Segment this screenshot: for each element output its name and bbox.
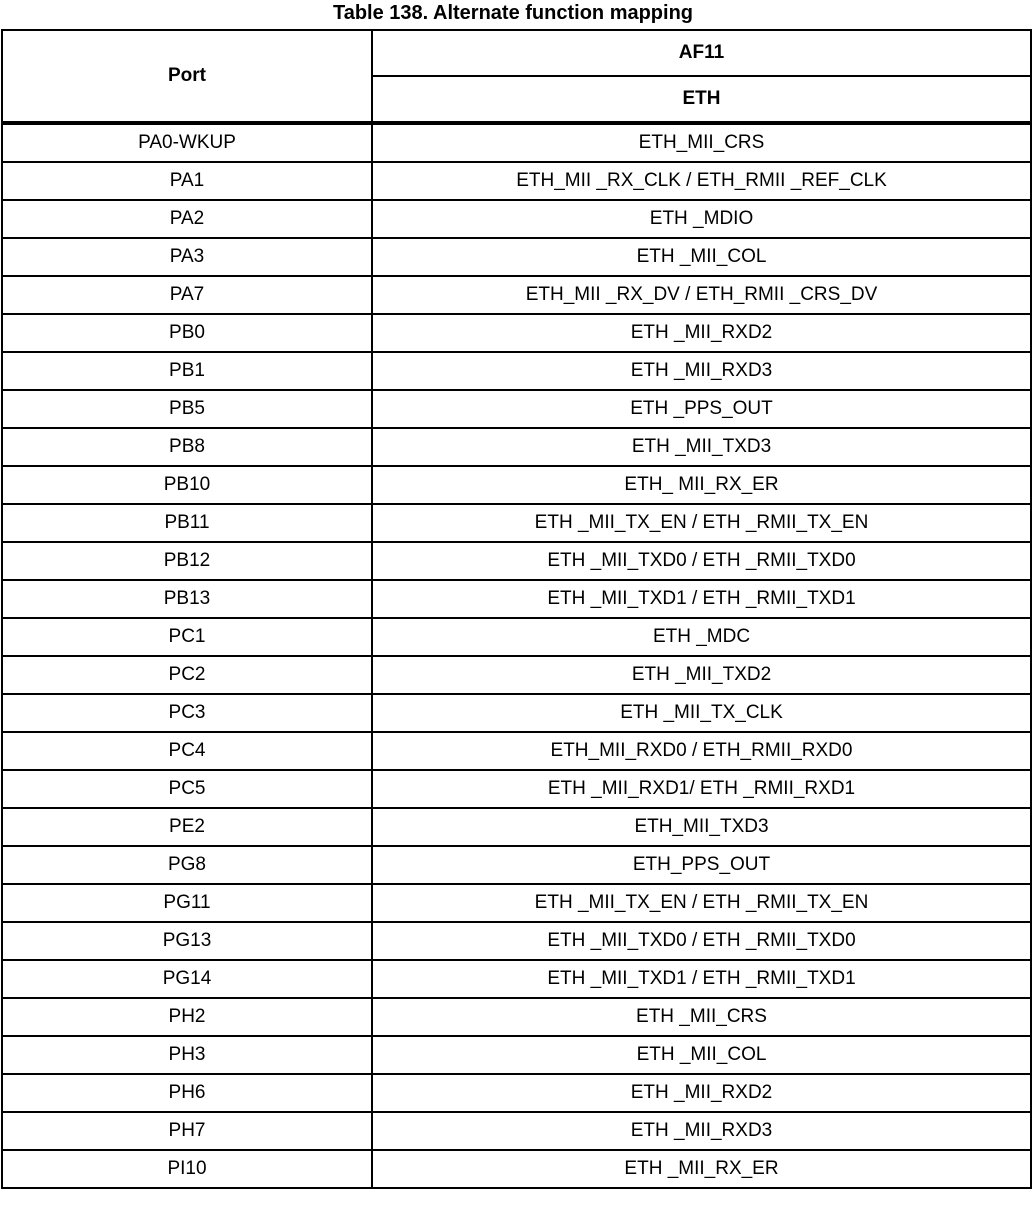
port-cell: PB12 — [2, 542, 372, 580]
function-cell: ETH_MII_TXD3 — [372, 808, 1031, 846]
header-row-af — [2, 30, 1031, 76]
table-row — [2, 466, 1031, 504]
port-cell: PB1 — [2, 352, 372, 390]
port-cell: PC5 — [2, 770, 372, 808]
table-row — [2, 542, 1031, 580]
function-cell: ETH _MII_RXD2 — [372, 314, 1031, 352]
table-row — [2, 390, 1031, 428]
function-cell: ETH _PPS_OUT — [372, 390, 1031, 428]
port-cell: PH3 — [2, 1036, 372, 1074]
table-row — [2, 618, 1031, 656]
port-cell: PG14 — [2, 960, 372, 998]
function-cell: ETH_MII_CRS — [372, 123, 1031, 162]
port-cell: PC4 — [2, 732, 372, 770]
port-cell: PB10 — [2, 466, 372, 504]
table-body — [2, 123, 1031, 1188]
function-cell: ETH_MII_RXD0 / ETH_RMII_RXD0 — [372, 732, 1031, 770]
function-cell: ETH _MII_TX_CLK — [372, 694, 1031, 732]
table-row — [2, 922, 1031, 960]
port-cell: PA0-WKUP — [2, 123, 372, 162]
table-row — [2, 1112, 1031, 1150]
port-cell: PH6 — [2, 1074, 372, 1112]
function-cell: ETH _MII_TXD3 — [372, 428, 1031, 466]
port-cell: PA3 — [2, 238, 372, 276]
port-cell: PC3 — [2, 694, 372, 732]
table-row — [2, 162, 1031, 200]
function-cell: ETH_MII _RX_CLK / ETH_RMII _REF_CLK — [372, 162, 1031, 200]
function-cell: ETH _MII_COL — [372, 1036, 1031, 1074]
table-row — [2, 123, 1031, 162]
table-row — [2, 580, 1031, 618]
function-cell: ETH _MII_TXD2 — [372, 656, 1031, 694]
table-row — [2, 276, 1031, 314]
table-row — [2, 504, 1031, 542]
table-row — [2, 238, 1031, 276]
table-row — [2, 656, 1031, 694]
eth-group-header: ETH — [372, 76, 1031, 123]
port-cell: PC1 — [2, 618, 372, 656]
function-cell: ETH_ MII_RX_ER — [372, 466, 1031, 504]
table-row — [2, 428, 1031, 466]
table-row — [2, 352, 1031, 390]
table-row — [2, 732, 1031, 770]
function-cell: ETH _MII_TXD1 / ETH _RMII_TXD1 — [372, 580, 1031, 618]
function-cell: ETH _MII_TXD0 / ETH _RMII_TXD0 — [372, 542, 1031, 580]
function-cell: ETH_MII _RX_DV / ETH_RMII _CRS_DV — [372, 276, 1031, 314]
function-cell: ETH _MII_RXD2 — [372, 1074, 1031, 1112]
function-cell: ETH _MII_COL — [372, 238, 1031, 276]
port-cell: PG8 — [2, 846, 372, 884]
table-row — [2, 694, 1031, 732]
table-row — [2, 998, 1031, 1036]
function-cell: ETH _MII_TX_EN / ETH _RMII_TX_EN — [372, 504, 1031, 542]
table-row — [2, 846, 1031, 884]
port-cell: PH7 — [2, 1112, 372, 1150]
port-cell: PA2 — [2, 200, 372, 238]
function-cell: ETH _MII_CRS — [372, 998, 1031, 1036]
port-cell: PC2 — [2, 656, 372, 694]
function-cell: ETH _MDC — [372, 618, 1031, 656]
port-cell: PB11 — [2, 504, 372, 542]
function-cell: ETH _MII_RXD3 — [372, 352, 1031, 390]
port-cell: PB5 — [2, 390, 372, 428]
af11-column-header: AF11 — [372, 30, 1031, 76]
port-cell: PB8 — [2, 428, 372, 466]
table-row — [2, 1150, 1031, 1188]
port-cell: PA1 — [2, 162, 372, 200]
table-row — [2, 884, 1031, 922]
port-cell: PI10 — [2, 1150, 372, 1188]
table-row — [2, 960, 1031, 998]
function-cell: ETH _MII_RXD1/ ETH _RMII_RXD1 — [372, 770, 1031, 808]
port-cell: PB0 — [2, 314, 372, 352]
table-row — [2, 770, 1031, 808]
function-cell: ETH _MII_RXD3 — [372, 1112, 1031, 1150]
port-column-header: Port — [2, 30, 372, 123]
table-row — [2, 1036, 1031, 1074]
table-row — [2, 1074, 1031, 1112]
function-cell: ETH_PPS_OUT — [372, 846, 1031, 884]
port-cell: PE2 — [2, 808, 372, 846]
port-cell: PG13 — [2, 922, 372, 960]
table-row — [2, 314, 1031, 352]
alternate-function-table — [1, 29, 1032, 1189]
port-cell: PA7 — [2, 276, 372, 314]
function-cell: ETH _MII_TXD1 / ETH _RMII_TXD1 — [372, 960, 1031, 998]
function-cell: ETH _MDIO — [372, 200, 1031, 238]
table-caption: Table 138. Alternate function mapping — [332, 2, 694, 24]
function-cell: ETH _MII_TX_EN / ETH _RMII_TX_EN — [372, 884, 1031, 922]
function-cell: ETH _MII_TXD0 / ETH _RMII_TXD0 — [372, 922, 1031, 960]
port-cell: PG11 — [2, 884, 372, 922]
table-row — [2, 200, 1031, 238]
table-row — [2, 808, 1031, 846]
table-header — [2, 30, 1031, 123]
function-cell: ETH _MII_RX_ER — [372, 1150, 1031, 1188]
port-cell: PH2 — [2, 998, 372, 1036]
port-cell: PB13 — [2, 580, 372, 618]
